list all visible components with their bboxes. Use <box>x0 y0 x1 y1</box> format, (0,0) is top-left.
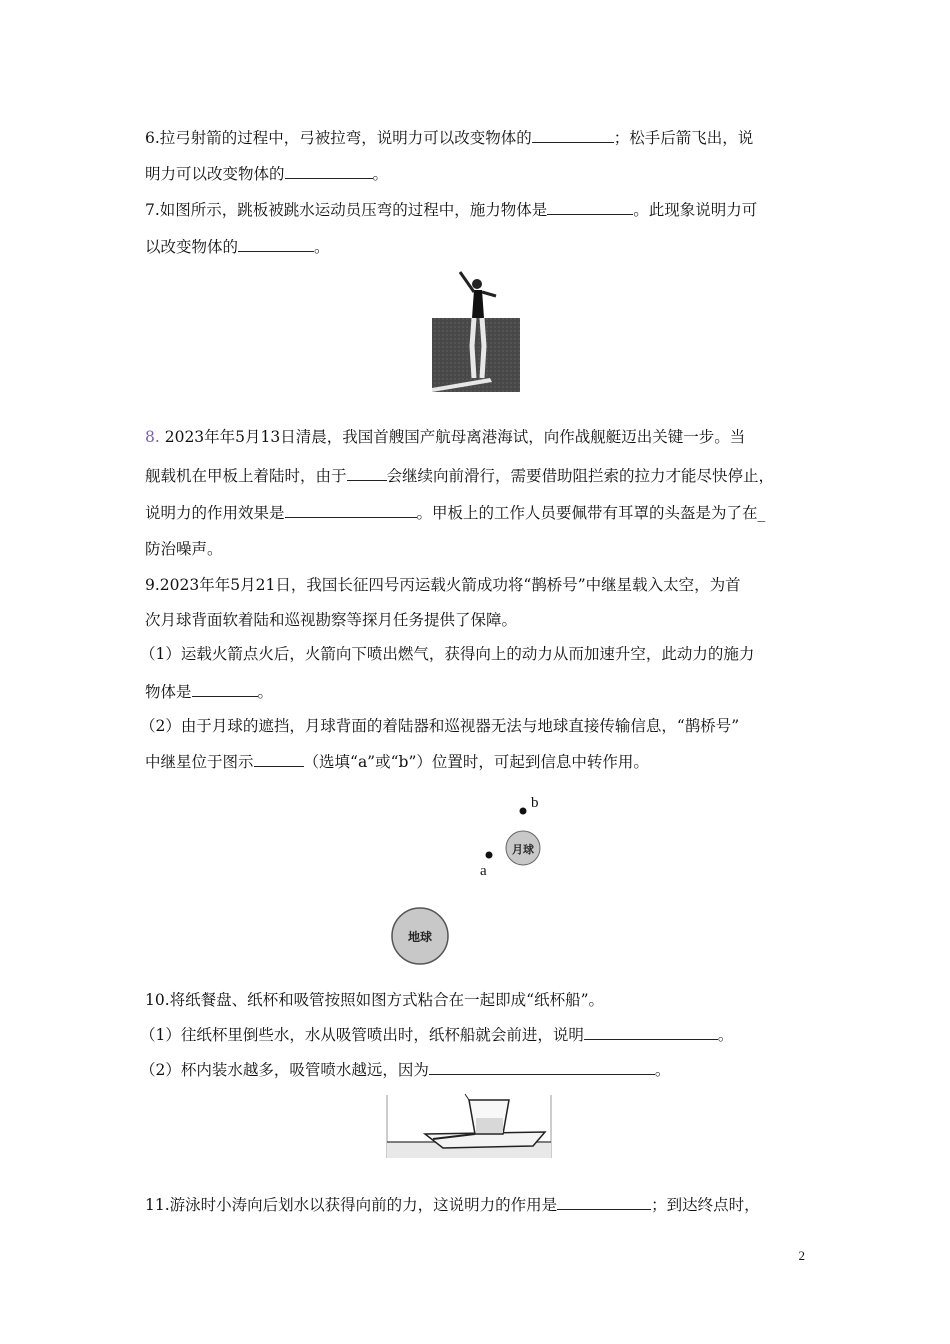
q9-line2: 次月球背面软着陆和巡视勘察等探月任务提供了保障。 <box>145 611 518 629</box>
q8-blank1[interactable] <box>347 465 387 481</box>
q9-part1-line2: 物体是 。 <box>145 683 274 701</box>
q9-blank1[interactable] <box>192 681 258 697</box>
q8-line3: 说明力的作用效果是 。甲板上的工作人员要佩带有耳罩的头盔是为了在_ <box>145 504 766 522</box>
q11-line1: 11.游泳时小涛向后划水以获得向前的力，这说明力的作用是 ；到达终点时， <box>145 1196 760 1214</box>
moon-earth-diagram <box>380 785 570 970</box>
label-a: a <box>480 863 487 879</box>
q10-part1: （1）往纸杯里倒些水，水从吸管喷出时，纸杯船就会前进，说明 。 <box>140 1026 734 1044</box>
q10-blank2[interactable] <box>429 1059 655 1075</box>
q7-line1: 7.如图所示，跳板被跳水运动员压弯的过程中，施力物体是 。此现象说明力可 <box>145 201 758 219</box>
q9-line1: 9.2023年年5月21日，我国长征四号丙运载火箭成功将“鹊桥号”中继星载入太空，为首 <box>145 576 741 594</box>
q10-blank1[interactable] <box>584 1024 718 1040</box>
q6-line1: 6.拉弓射箭的过程中，弓被拉弯，说明力可以改变物体的 ；松手后箭飞出，说 <box>145 129 754 147</box>
earth-label: 地球 <box>407 930 433 944</box>
q9-part1-line1: （1）运载火箭点火后，火箭向下喷出燃气，获得向上的动力从而加速升空，此动力的施力 <box>140 645 755 663</box>
q10-line1: 10.将纸餐盘、纸杯和吸管按照如图方式粘合在一起即成“纸杯船”。 <box>145 991 605 1009</box>
position-b-dot <box>520 808 527 815</box>
page-number: 2 <box>798 1248 805 1263</box>
paper-boat-figure <box>385 1092 553 1162</box>
q11-blank1[interactable] <box>557 1194 651 1210</box>
q8-line4: 防治噪声。 <box>145 540 223 558</box>
moon-earth-figure <box>380 785 570 970</box>
q6-blank2[interactable] <box>285 163 373 179</box>
q10-part2: （2）杯内装水越多，吸管喷水越远，因为 。 <box>140 1061 671 1079</box>
q7-blank2[interactable] <box>238 236 314 252</box>
q7-line2: 以改变物体的 。 <box>145 238 330 256</box>
q7-blank1[interactable] <box>547 199 633 215</box>
q9-blank2[interactable] <box>254 751 304 767</box>
q6-line2: 明力可以改变物体的 。 <box>145 165 389 183</box>
q8-blank2[interactable] <box>285 502 417 518</box>
q9-part2-line2: 中继星位于图示 （选填“a”或“b”）位置时，可起到信息中转作用。 <box>145 753 649 771</box>
moon-label: 月球 <box>512 843 534 856</box>
q9-part2-line1: （2）由于月球的遮挡，月球背面的着陆器和巡视器无法与地球直接传输信息，“鹊桥号” <box>140 717 740 735</box>
q6-blank1[interactable] <box>532 127 614 143</box>
label-b: b <box>531 795 539 811</box>
position-a-dot <box>486 852 493 859</box>
q8-line1: 8. 2023年年5月13日清晨，我国首艘国产航母离港海试，向作战舰艇迈出关键一步。当 <box>145 428 746 446</box>
diver-figure <box>430 266 522 394</box>
paper-boat-diagram <box>385 1092 553 1162</box>
q8-line2: 舰载机在甲板上着陆时，由于 会继续向前滑行，需要借助阻拦索的拉力才能尽快停止， <box>145 467 775 485</box>
diver-illustration <box>430 266 522 394</box>
